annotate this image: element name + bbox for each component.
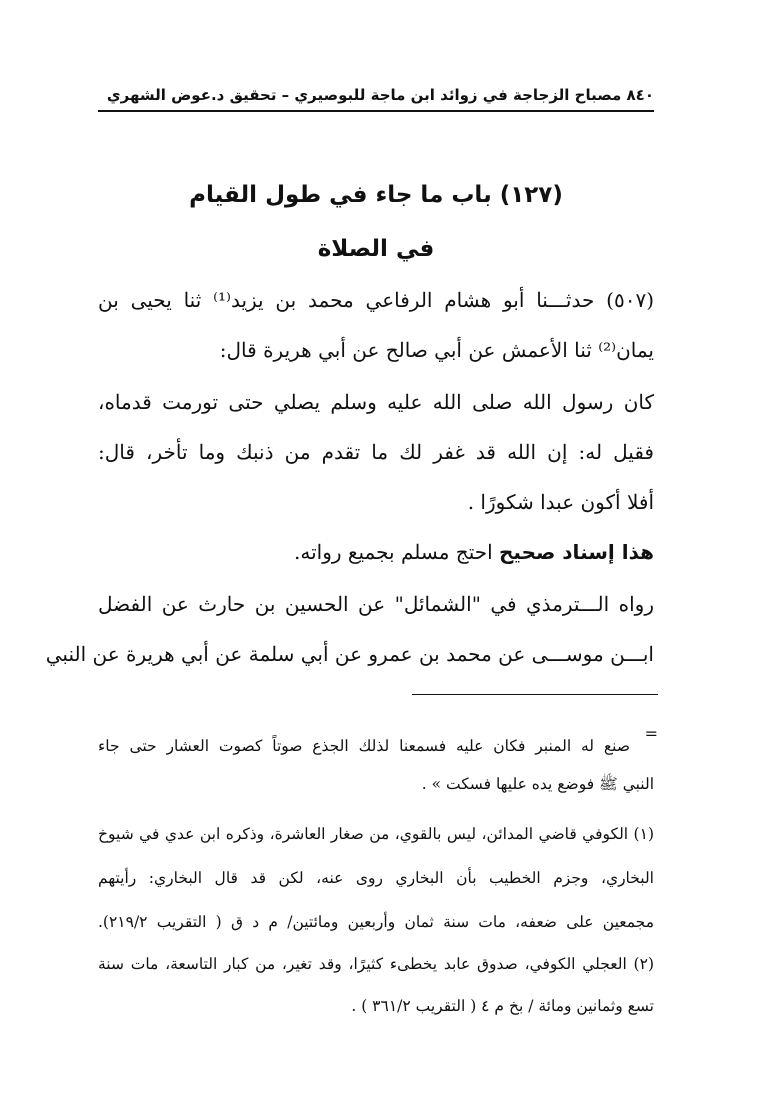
body-line-5: أفلا أكون عبدا شكورًا . xyxy=(467,490,654,514)
chapter-title-continued: في الصلاة xyxy=(317,236,435,262)
body-line-6 xyxy=(98,538,654,566)
continuation-mark: = xyxy=(644,724,658,743)
footnote-2-line-1: (٢) العجلي الكوفي، صدوق عابد يخطىء كثيرًا، وقد تغير، من كبار التاسعة، مات سنة xyxy=(98,955,654,973)
body-line-7: رواه الـــترمذي في "الشمائل" عن الحسين بن حارث عن الفضل xyxy=(98,592,654,616)
body-line-1: (٥٠٧) حدثـــنا أبو هشام الرفاعي محمد بن يزيد⁽¹⁾ ثنا يحيى بن xyxy=(98,288,654,312)
footnote-continuation-line-2: النبي ﷺ فوضع يده عليها فسكت » . xyxy=(421,775,654,793)
footnote-1-line-3: مجمعين على ضعفه، مات سنة ثمان وأربعين ومائتين/ م د ق ( التقريب ٢١٩/٢). xyxy=(98,913,654,931)
footnote-2-line-2: تسع وثمانين ومائة / بخ م ٤ ( التقريب ٣٦١/٢ ) . xyxy=(351,997,654,1015)
body-line-3: كان رسول الله صلى الله عليه وسلم يصلي حتى تورمت قدماه، xyxy=(98,390,654,414)
body-line-4: فقيل له: إن الله قد غفر لك ما تقدم من ذنبك وما تأخر، قال: xyxy=(98,440,654,464)
chapter-title: (١٢٧) باب ما جاء في طول القيام xyxy=(189,182,563,208)
isnad-note: احتج مسلم بجميع رواته. xyxy=(293,540,500,564)
footnote-1-line-2: البخاري، وجزم الخطيب بأن البخاري روى عنه، لكن قد قال البخاري: رأيتهم xyxy=(98,869,654,887)
running-header: ٨٤٠ مصباح الزجاجة في زوائد ابن ماجة للبوصيري – تحقيق د.عوض الشهري xyxy=(98,86,654,112)
body-line-8: ابـــن موســـى عن محمد بن عمرو عن أبي سلمة عن أبي هريرة عن النبي xyxy=(45,642,654,666)
footnote-divider xyxy=(412,694,658,695)
footnote-1-line-1: (١) الكوفي قاضي المدائن، ليس بالقوي، من صغار العاشرة، وذكره ابن عدي في شيوخ xyxy=(98,825,654,843)
body-line-2: يمان⁽²⁾ ثنا الأعمش عن أبي صالح عن أبي هريرة قال: xyxy=(219,338,654,362)
isnad-verdict: هذا إسناد صحيح xyxy=(499,540,654,564)
footnote-continuation-line-1: صنع له المنبر فكان عليه فسمعنا لذلك الجذع صوتاً كصوت العشار حتى جاء xyxy=(98,737,630,755)
